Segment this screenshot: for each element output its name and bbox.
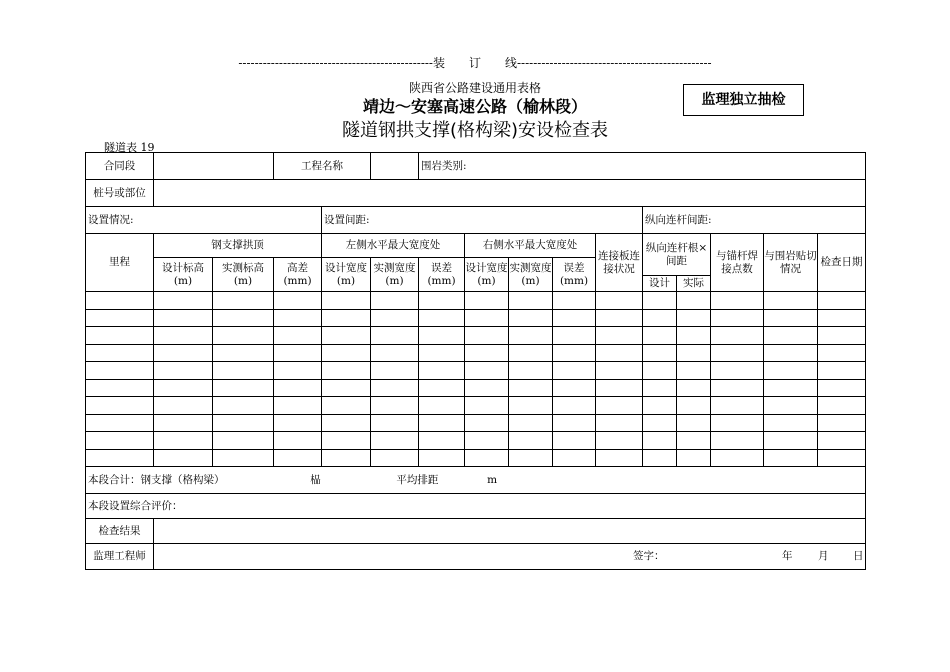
table-cell[interactable] <box>154 362 213 380</box>
table-cell[interactable] <box>465 449 509 467</box>
table-cell[interactable] <box>643 327 677 345</box>
table-cell[interactable] <box>596 362 643 380</box>
meter-unit: m <box>487 473 498 486</box>
table-cell[interactable] <box>596 292 643 310</box>
day-label: 日 <box>853 550 864 562</box>
table-cell[interactable] <box>213 449 274 467</box>
table-cell[interactable] <box>86 327 154 345</box>
table-cell[interactable] <box>711 379 764 397</box>
table-cell[interactable] <box>596 309 643 327</box>
station-row <box>86 180 866 207</box>
table-cell[interactable] <box>553 432 596 450</box>
table-cell[interactable] <box>213 309 274 327</box>
table-cell[interactable] <box>764 414 818 432</box>
table-cell[interactable] <box>764 309 818 327</box>
table-cell[interactable] <box>419 449 465 467</box>
table-cell[interactable] <box>764 432 818 450</box>
table-cell[interactable] <box>643 344 677 362</box>
setting-row <box>86 207 866 234</box>
table-cell[interactable] <box>711 309 764 327</box>
table-cell[interactable] <box>553 379 596 397</box>
result-label: 检查结果 <box>86 519 154 544</box>
header-row-1 <box>86 234 866 258</box>
table-cell[interactable] <box>764 292 818 310</box>
col-mileage: 里程 <box>86 234 154 292</box>
table-cell[interactable] <box>818 379 866 397</box>
col-right-max: 右侧水平最大宽度处 <box>465 234 596 258</box>
table-cell[interactable] <box>274 449 322 467</box>
table-cell[interactable] <box>371 414 419 432</box>
table-cell[interactable] <box>419 327 465 345</box>
project-name-value[interactable] <box>371 153 419 180</box>
table-cell[interactable] <box>509 432 553 450</box>
table-cell[interactable] <box>274 344 322 362</box>
table-cell[interactable] <box>509 449 553 467</box>
table-cell[interactable] <box>818 292 866 310</box>
table-cell[interactable] <box>643 379 677 397</box>
table-cell[interactable] <box>509 379 553 397</box>
inspection-form-table <box>85 152 866 570</box>
table-row <box>86 292 866 310</box>
table-cell[interactable] <box>371 292 419 310</box>
table-cell[interactable] <box>818 327 866 345</box>
table-cell[interactable] <box>677 327 711 345</box>
table-cell[interactable] <box>371 362 419 380</box>
table-cell[interactable] <box>322 362 371 380</box>
table-cell[interactable] <box>213 432 274 450</box>
table-cell[interactable] <box>711 292 764 310</box>
table-cell[interactable] <box>677 292 711 310</box>
table-cell[interactable] <box>677 344 711 362</box>
engineer-row <box>86 544 866 570</box>
table-cell[interactable] <box>419 344 465 362</box>
table-cell[interactable] <box>154 432 213 450</box>
table-cell[interactable] <box>677 379 711 397</box>
table-cell[interactable] <box>213 292 274 310</box>
form-title: 隧道钢拱支撑(格构梁)安设检查表 <box>341 120 609 141</box>
table-cell[interactable] <box>711 397 764 415</box>
table-cell[interactable] <box>465 397 509 415</box>
year-label: 年 <box>782 550 793 562</box>
table-cell[interactable] <box>86 292 154 310</box>
col-long-bar: 纵向连杆根×间距 <box>643 234 711 276</box>
table-cell[interactable] <box>465 344 509 362</box>
col-arch-top: 钢支撑拱顶 <box>154 234 322 258</box>
table-cell[interactable] <box>711 414 764 432</box>
table-row <box>86 414 866 432</box>
table-cell[interactable] <box>643 414 677 432</box>
table-cell[interactable] <box>322 432 371 450</box>
project-title: 靖边～安塞高速公路（榆林段） <box>362 97 587 116</box>
table-cell[interactable] <box>677 309 711 327</box>
table-cell[interactable] <box>274 309 322 327</box>
table-row <box>86 379 866 397</box>
table-cell[interactable] <box>86 379 154 397</box>
col-left-max: 左侧水平最大宽度处 <box>322 234 465 258</box>
col-right-design-width: 设计宽度(m) <box>465 258 509 292</box>
table-cell[interactable] <box>643 362 677 380</box>
table-cell[interactable] <box>677 397 711 415</box>
contract-row <box>86 153 866 180</box>
table-cell[interactable] <box>553 397 596 415</box>
table-cell[interactable] <box>677 362 711 380</box>
table-cell[interactable] <box>213 397 274 415</box>
table-cell[interactable] <box>274 292 322 310</box>
table-cell[interactable] <box>322 397 371 415</box>
total-cell <box>86 467 866 494</box>
table-cell[interactable] <box>274 327 322 345</box>
table-cell[interactable] <box>86 309 154 327</box>
table-cell[interactable] <box>154 379 213 397</box>
table-cell[interactable] <box>419 309 465 327</box>
table-cell[interactable] <box>764 344 818 362</box>
table-cell[interactable] <box>596 379 643 397</box>
table-cell[interactable] <box>553 414 596 432</box>
table-cell[interactable] <box>154 397 213 415</box>
table-cell[interactable] <box>322 292 371 310</box>
table-cell[interactable] <box>371 327 419 345</box>
table-cell[interactable] <box>509 362 553 380</box>
table-cell[interactable] <box>371 309 419 327</box>
table-cell[interactable] <box>465 414 509 432</box>
publisher-title: 陕西省公路建设通用表格 <box>408 81 541 95</box>
table-cell[interactable] <box>465 379 509 397</box>
col-plate: 连接板连接状况 <box>596 234 643 292</box>
table-cell[interactable] <box>86 362 154 380</box>
spacing-label: 设置间距: <box>322 207 643 234</box>
table-cell[interactable] <box>596 344 643 362</box>
evaluation-label: 本段设置综合评价： <box>86 494 866 519</box>
total-label: 本段合计：钢支撑（格构梁） <box>88 473 225 486</box>
col-long-bar-actual: 实际 <box>677 276 711 292</box>
table-cell[interactable] <box>419 432 465 450</box>
table-cell[interactable] <box>764 397 818 415</box>
table-cell[interactable] <box>322 414 371 432</box>
table-cell[interactable] <box>711 432 764 450</box>
table-cell[interactable] <box>818 362 866 380</box>
table-cell[interactable] <box>419 397 465 415</box>
col-elev-diff: 高差(mm) <box>274 258 322 292</box>
contract-value[interactable] <box>154 153 274 180</box>
table-row <box>86 327 866 345</box>
table-cell[interactable] <box>86 432 154 450</box>
result-value[interactable] <box>154 519 866 544</box>
data-rows <box>86 292 866 467</box>
table-cell[interactable] <box>322 327 371 345</box>
col-measured-elev: 实测标高(m) <box>213 258 274 292</box>
table-cell[interactable] <box>419 379 465 397</box>
table-cell[interactable] <box>274 432 322 450</box>
col-long-bar-design: 设计 <box>643 276 677 292</box>
table-cell[interactable] <box>274 362 322 380</box>
col-left-error: 误差(mm) <box>419 258 465 292</box>
table-cell[interactable] <box>274 379 322 397</box>
col-right-measured-width: 实测宽度(m) <box>509 258 553 292</box>
avg-spacing-label: 平均排距 <box>396 473 439 486</box>
table-cell[interactable] <box>371 397 419 415</box>
table-cell[interactable] <box>553 327 596 345</box>
table-cell[interactable] <box>86 344 154 362</box>
month-label: 月 <box>818 550 829 562</box>
table-cell[interactable] <box>711 362 764 380</box>
table-cell[interactable] <box>596 397 643 415</box>
table-cell[interactable] <box>818 449 866 467</box>
table-cell[interactable] <box>213 379 274 397</box>
station-value[interactable] <box>154 180 866 207</box>
table-row <box>86 432 866 450</box>
table-cell[interactable] <box>274 414 322 432</box>
table-cell[interactable] <box>154 327 213 345</box>
col-left-measured-width: 实测宽度(m) <box>371 258 419 292</box>
setting-label: 设置情况: <box>86 207 322 234</box>
table-cell[interactable] <box>509 414 553 432</box>
engineer-sign-cell[interactable] <box>154 544 866 570</box>
table-cell[interactable] <box>711 327 764 345</box>
table-cell[interactable] <box>818 344 866 362</box>
table-cell[interactable] <box>509 292 553 310</box>
result-row <box>86 519 866 544</box>
table-cell[interactable] <box>553 309 596 327</box>
contract-label: 合同段 <box>86 153 154 180</box>
table-cell[interactable] <box>509 397 553 415</box>
table-cell[interactable] <box>86 414 154 432</box>
table-cell[interactable] <box>465 432 509 450</box>
col-anchor-weld: 与锚杆焊接点数 <box>711 234 764 292</box>
table-cell[interactable] <box>465 362 509 380</box>
table-row <box>86 397 866 415</box>
table-cell[interactable] <box>465 327 509 345</box>
col-check-date: 检查日期 <box>818 234 866 292</box>
col-rock-contact: 与围岩贴切情况 <box>764 234 818 292</box>
table-cell[interactable] <box>596 327 643 345</box>
table-cell[interactable] <box>553 449 596 467</box>
table-cell[interactable] <box>677 432 711 450</box>
table-cell[interactable] <box>764 449 818 467</box>
supervision-badge: 监理独立抽检 <box>683 84 804 116</box>
table-cell[interactable] <box>371 344 419 362</box>
table-cell[interactable] <box>419 292 465 310</box>
table-cell[interactable] <box>322 449 371 467</box>
long-bar-spacing-label: 纵向连杆间距: <box>643 207 866 234</box>
table-cell[interactable] <box>677 449 711 467</box>
sign-label: 签字： <box>633 550 665 562</box>
table-cell[interactable] <box>86 449 154 467</box>
table-cell[interactable] <box>154 414 213 432</box>
table-cell[interactable] <box>322 379 371 397</box>
table-cell[interactable] <box>213 344 274 362</box>
engineer-label: 监理工程师 <box>86 544 154 570</box>
table-cell[interactable] <box>509 309 553 327</box>
table-cell[interactable] <box>419 362 465 380</box>
evaluation-row <box>86 494 866 519</box>
table-cell[interactable] <box>643 292 677 310</box>
table-cell[interactable] <box>154 449 213 467</box>
col-design-elev: 设计标高(m) <box>154 258 213 292</box>
table-cell[interactable] <box>465 292 509 310</box>
table-cell[interactable] <box>764 327 818 345</box>
table-cell[interactable] <box>154 309 213 327</box>
table-cell[interactable] <box>643 449 677 467</box>
table-cell[interactable] <box>322 309 371 327</box>
table-cell[interactable] <box>711 344 764 362</box>
table-cell[interactable] <box>553 344 596 362</box>
table-cell[interactable] <box>553 292 596 310</box>
binding-line: ------------------------------------------------装 订 线------------------------------------------------ <box>238 56 712 70</box>
table-cell[interactable] <box>677 414 711 432</box>
table-cell[interactable] <box>818 397 866 415</box>
table-cell[interactable] <box>596 414 643 432</box>
table-cell[interactable] <box>154 292 213 310</box>
table-cell[interactable] <box>371 432 419 450</box>
col-left-design-width: 设计宽度(m) <box>322 258 371 292</box>
table-cell[interactable] <box>322 344 371 362</box>
col-right-error: 误差(mm) <box>553 258 596 292</box>
table-cell[interactable] <box>274 397 322 415</box>
table-cell[interactable] <box>596 449 643 467</box>
table-number: 隧道表 19 <box>104 141 155 154</box>
project-name-label: 工程名称 <box>274 153 371 180</box>
table-cell[interactable] <box>509 327 553 345</box>
table-cell[interactable] <box>213 362 274 380</box>
table-row <box>86 449 866 467</box>
table-cell[interactable] <box>764 362 818 380</box>
table-cell[interactable] <box>643 309 677 327</box>
table-cell[interactable] <box>711 449 764 467</box>
table-cell[interactable] <box>371 449 419 467</box>
table-row <box>86 309 866 327</box>
table-row <box>86 362 866 380</box>
table-cell[interactable] <box>419 414 465 432</box>
table-cell[interactable] <box>596 432 643 450</box>
table-cell[interactable] <box>154 344 213 362</box>
table-cell[interactable] <box>509 344 553 362</box>
table-cell[interactable] <box>818 414 866 432</box>
table-row <box>86 344 866 362</box>
station-label: 桩号或部位 <box>86 180 154 207</box>
table-cell[interactable] <box>213 327 274 345</box>
table-cell[interactable] <box>213 414 274 432</box>
rock-class-label: 围岩类别: <box>419 153 866 180</box>
table-cell[interactable] <box>86 397 154 415</box>
table-cell[interactable] <box>764 379 818 397</box>
table-cell[interactable] <box>553 362 596 380</box>
table-cell[interactable] <box>643 397 677 415</box>
table-cell[interactable] <box>371 379 419 397</box>
table-cell[interactable] <box>465 309 509 327</box>
pieces-unit: 榀 <box>310 473 321 486</box>
table-cell[interactable] <box>643 432 677 450</box>
table-cell[interactable] <box>818 309 866 327</box>
table-cell[interactable] <box>818 432 866 450</box>
total-row <box>86 467 866 494</box>
